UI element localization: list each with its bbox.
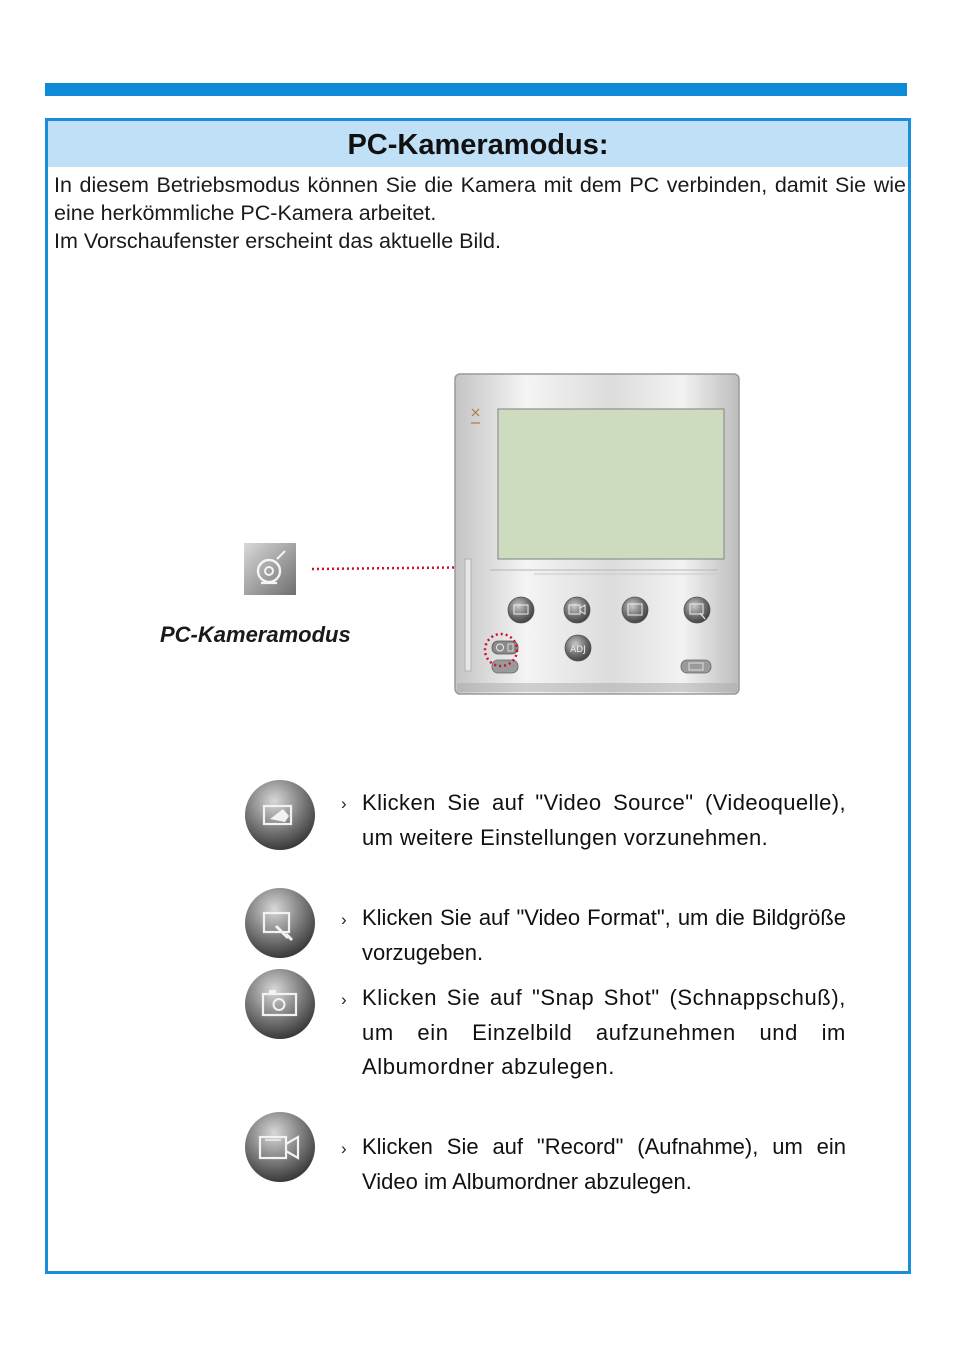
- camera-software-panel: [454, 373, 740, 695]
- snapshot-icon: [243, 967, 317, 1041]
- video-format-icon: [243, 886, 317, 960]
- snapshot-button[interactable]: [508, 597, 534, 623]
- top-accent-bar: [45, 83, 907, 96]
- pc-camera-mode-icon: [244, 543, 296, 595]
- intro-paragraph: In diesem Betriebsmodus können Sie die Kamera mit dem PC verbinden, damit Sie wie eine herkömmliche PC-Kamera arbeitet.: [54, 173, 906, 225]
- bullet-arrow: ›: [341, 1139, 347, 1158]
- bullet-arrow: ›: [341, 794, 347, 813]
- instruction-video-source: Klicken Sie auf "Video Source" (Videoquelle), um weitere Einstellungen vorzunehmen.: [362, 790, 846, 850]
- pc-camera-mode-label: PC-Kameramodus: [160, 622, 351, 647]
- record-icon: [243, 1110, 317, 1184]
- intro-preview-note: Im Vorschaufenster erscheint das aktuelle Bild.: [54, 229, 501, 253]
- page-title: PC-Kameramodus:: [347, 129, 609, 161]
- zoom-slider[interactable]: [465, 559, 471, 671]
- svg-text:ADJ: ADJ: [570, 645, 586, 655]
- video-source-icon: [243, 778, 317, 852]
- instruction-snap-shot: Klicken Sie auf "Snap Shot" (Schnappschuß), um ein Einzelbild aufzunehmen und im Albumordner abzulegen.: [362, 985, 846, 1079]
- settings-button[interactable]: [565, 635, 591, 661]
- instruction-video-format: Klicken Sie auf "Video Format", um die Bildgröße vorzugeben.: [362, 905, 846, 965]
- exit-button[interactable]: [681, 660, 711, 673]
- pc-camera-mode-toggle[interactable]: [492, 641, 518, 654]
- instruction-record: Klicken Sie auf "Record" (Aufnahme), um ein Video im Albumordner abzulegen.: [362, 1134, 846, 1194]
- bullet-arrow: ›: [341, 990, 347, 1009]
- record-button[interactable]: [564, 597, 590, 623]
- video-source-button[interactable]: [622, 597, 648, 623]
- preview-screen: [498, 409, 724, 559]
- bullet-arrow: ›: [341, 910, 347, 929]
- content-frame: [45, 118, 911, 1274]
- video-format-button[interactable]: [684, 597, 710, 623]
